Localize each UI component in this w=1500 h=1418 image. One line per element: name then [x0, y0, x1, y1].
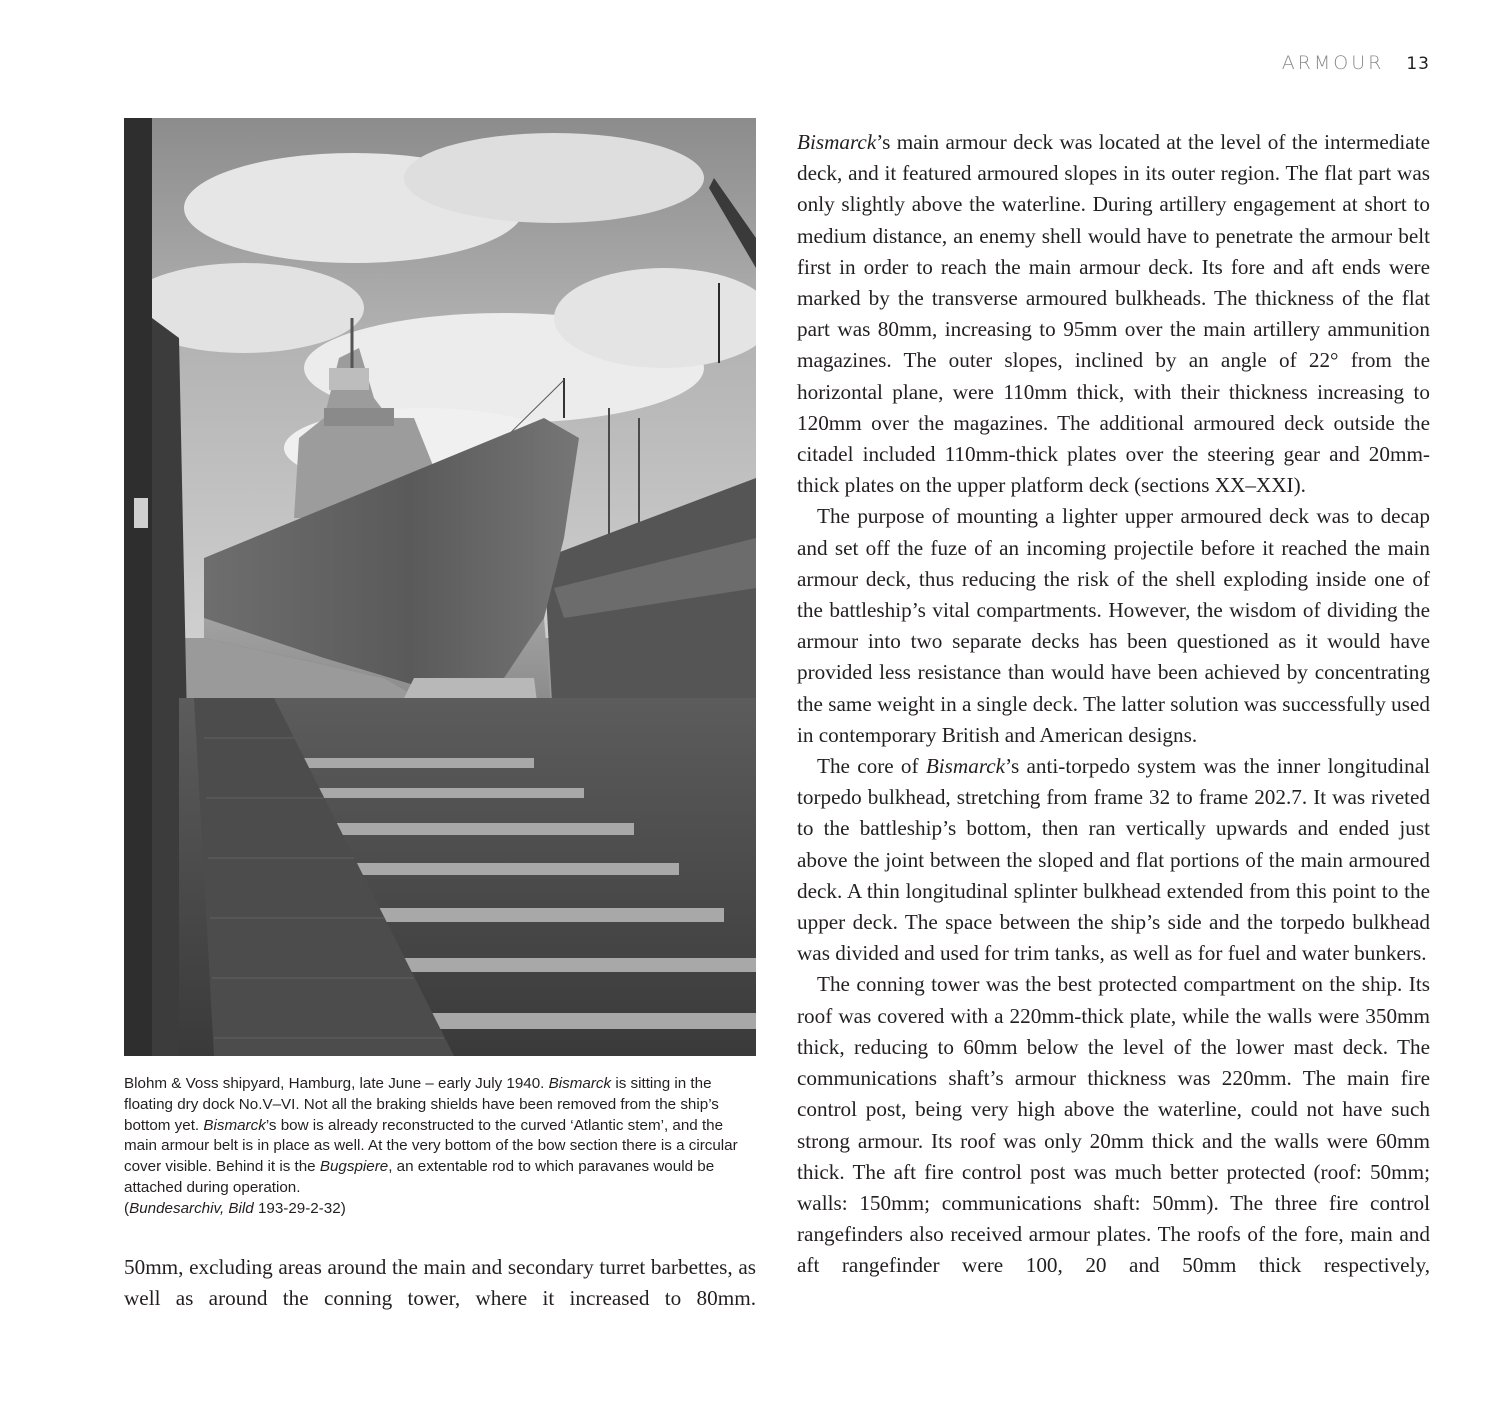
- body-paragraph: 50mm, excluding areas around the main and secondary turret barbettes, as well as around the conning tower, where it increased to 80mm.: [124, 1255, 756, 1311]
- body-paragraph: The conning tower was the best protected compartment on the ship. Its roof was covered with a 220mm-thick plate, while the walls were 350mm thick, reducing to 60mm below the level of the lower mast deck. The communications shaft’s armour thickness was 220mm. The main fire control post, being very high above the waterline, could not have such strong armour. Its roof was only 20mm thick and the walls were 60mm thick. The aft fire control post was much better protected (roof: 50mm; walls: 150mm; communications shaft: 50mm). The three fire control rangefinders also received armour plates. The roofs of the fore, main and aft rangefinder were 100, 20 and 50mm thick respectively,: [797, 972, 1430, 1278]
- caption-ship-name: Bismarck: [203, 1116, 266, 1134]
- section-title: ARMOUR: [1281, 52, 1385, 74]
- paragraph-text: ’s anti-torpedo system was the inner longitudinal torpedo bulkhead, stretching from frame 32 to frame 202.7. It was riveted to the battleship’s bottom, then ran vertically upwards and ended just above the joint between the sloped and flat portions of the main armoured deck. A thin longitudinal splinter bulkhead extended from this point to the upper deck. The space between the ship’s side and the torpedo bulkhead was divided and used for trim tanks, as well as for fuel and water bunkers.: [797, 754, 1430, 966]
- body-paragraph: [797, 127, 1430, 501]
- ship-name: Bismarck: [925, 754, 1006, 779]
- caption-term: Bugspiere: [319, 1158, 389, 1176]
- paragraph-text: The core of: [817, 754, 926, 779]
- caption-text: [124, 1074, 760, 1199]
- body-paragraph: The purpose of mounting a lighter upper armoured deck was to decap and set off the fuze of an incoming projectile before it reached the main armour deck, thus reducing the risk of the shell exploding inside one of the battleship’s vital compartments. However, the wisdom of dividing the armour into two separate decks has been questioned as it would have provided less resistance than would have been achieved by concentrating the same weight in a single deck. The latter solution was successfully used in contemporary British and American designs.: [797, 504, 1430, 747]
- right-column-text: [797, 127, 1430, 1282]
- page-number: 13: [1406, 54, 1430, 74]
- photo-caption: [124, 1074, 760, 1220]
- credit-source: Bundesarchiv, Bild: [129, 1199, 254, 1217]
- caption-segment: Blohm & Voss shipyard, Hamburg, late June – early July 1940.: [124, 1075, 549, 1092]
- caption-segment: is sitting in the floating dry dock No.V–VI. Not all the braking shields have been removed from the ship’s bottom yet.: [124, 1075, 719, 1134]
- left-column-text: [124, 1252, 756, 1314]
- caption-ship-name: Bismarck: [548, 1075, 612, 1092]
- caption-segment: , an extentable rod to which paravanes would be attached during operation.: [124, 1158, 715, 1196]
- photo-credit: [124, 1199, 760, 1220]
- paragraph-text: ’s main armour deck was located at the level of the intermediate deck, and it featured armoured slopes in its outer region. The flat part was only slightly above the waterline. During artillery engagement at short to medium distance, an enemy shell would have to penetrate the armour belt first in order to reach the main armour deck. Its fore and aft ends were marked by the transverse armoured bulkheads. The thickness of the flat part was 80mm, increasing to 95mm over the main artillery ammunition magazines. The outer slopes, inclined by an angle of 22° from the horizontal plane, were 110mm thick, with their thickness increasing to 120mm over the magazines. The additional armoured deck outside the citadel included 110mm-thick plates over the steering gear and 20mm-thick plates on the upper platform deck (sections XX–XXI).: [797, 130, 1430, 498]
- credit-segment: 193-29-2-32): [253, 1199, 346, 1217]
- caption-segment: ’s bow is already reconstructed to the curved ‘Atlantic stem’, and the main armour belt is in place as well. At the very bottom of the bow section there is a circular cover visible. Behind it is the: [124, 1116, 738, 1176]
- body-paragraph: [797, 751, 1430, 969]
- credit-segment: (: [124, 1199, 130, 1217]
- ship-photo: [124, 118, 756, 1056]
- ship-name: Bismarck: [797, 130, 877, 154]
- running-head: [1282, 52, 1430, 74]
